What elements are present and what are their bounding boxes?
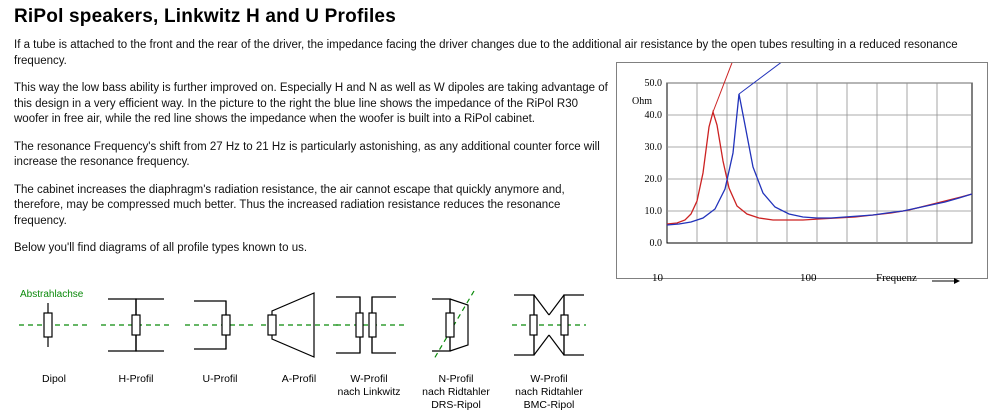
xtick-100: 100 (800, 272, 817, 284)
ytick-10: 10.0 (644, 206, 662, 217)
chart-xlabel: Frequenz (876, 272, 917, 284)
profile-diagrams (0, 285, 1000, 415)
diagram-label-w-profil-linkwitz-2: nach Linkwitz (337, 386, 401, 398)
diagram-label-n-profil-2: nach Ridtahler (422, 386, 490, 398)
diagram-n-profil (416, 285, 496, 365)
paragraph-1: If a tube is attached to the front and the rear of the driver, the impedance facing the driver changes due to the additional air resistance by the open tubes resulting in a reduced resonance frequency. (14, 39, 958, 67)
ytick-20: 20.0 (644, 174, 662, 185)
abstrahlachse-label: Abstrahlachse (20, 289, 84, 300)
diagram-w-profil-bmc (504, 285, 594, 365)
diagram-u-profil (180, 285, 260, 365)
ytick-40: 40.0 (644, 110, 662, 121)
chart-ylabel: Ohm (632, 96, 652, 107)
diagram-w-profil-linkwitz (326, 285, 412, 365)
impedance-chart (616, 62, 988, 279)
paragraph-2: This way the low bass ability is further improved on. Especially H and N as well as W dipoles are taking advantage of this design in a very efficient way. In the picture to the right the blue line shows the impedance of the RiPol R30 woofer in free air, while the red line shows the impedance when the woofer is built into a RiPol cabinet. (14, 82, 608, 126)
diagram-label-dipol: Dipol (42, 373, 66, 385)
ytick-30: 30.0 (644, 142, 662, 153)
diagram-label-w-profil-bmc-3: BMC-Ripol (523, 399, 575, 411)
chart-canvas (617, 63, 985, 276)
diagram-label-w-profil-bmc-1: W-Profil (530, 373, 568, 385)
paragraph-5: Below you'll find diagrams of all profile types known to us. (14, 242, 308, 255)
xtick-10: 10 (652, 272, 663, 284)
paragraph-3: The resonance Frequency's shift from 27 Hz to 21 Hz is particularly astonishing, as any additional counter force will increase the resonance frequency. (14, 140, 600, 169)
diagram-label-w-profil-linkwitz-1: W-Profil (350, 373, 388, 385)
paragraph-4: The cabinet increases the diaphragm's radiation resistance, the air cannot escape that quickly anymore and, therefore, may be compressed much better. Thus the increased radiation resistance reduces the resonance frequency. (14, 183, 565, 227)
diagram-label-w-profil-bmc-2: nach Ridtahler (515, 386, 583, 398)
ytick-50: 50.0 (644, 78, 662, 89)
arrow-right-icon (932, 277, 960, 285)
diagram-label-n-profil-3: DRS-Ripol (431, 399, 481, 411)
diagram-label-n-profil-1: N-Profil (438, 373, 474, 385)
page-title: RiPol speakers, Linkwitz H and U Profiles (14, 6, 396, 27)
diagram-label-u-profil: U-Profil (202, 373, 238, 385)
diagram-label-h-profil: H-Profil (118, 373, 154, 385)
diagram-h-profil (96, 285, 176, 365)
diagram-dipol (14, 285, 94, 365)
ytick-0: 0.0 (649, 238, 662, 249)
diagram-label-a-profil: A-Profil (281, 373, 317, 385)
